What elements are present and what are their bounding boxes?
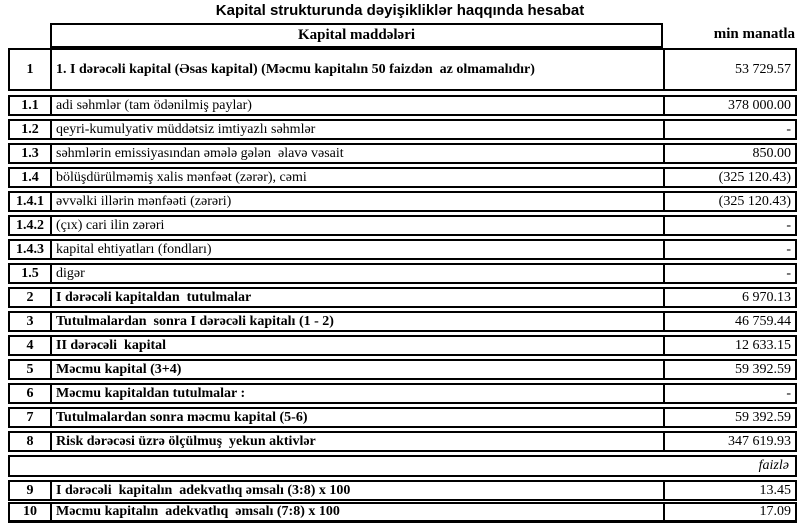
row-value: 59 392.59 (735, 361, 791, 377)
row-label: I dərəcəli kapitaldan tutulmalar (52, 289, 665, 306)
table-row (8, 480, 797, 501)
row-value: - (786, 121, 791, 137)
row-value: 378 000.00 (728, 97, 791, 113)
row-number: 7 (10, 409, 52, 426)
table-row (8, 359, 797, 380)
row-number: 10 (10, 504, 52, 520)
table-row (8, 167, 797, 188)
row-number: 1.5 (10, 265, 52, 282)
row-value: - (786, 241, 791, 257)
row-label: 1. I dərəcəli kapital (Əsas kapital) (Məcmu kapitalın 50 faizdən az olmamalıdır) (52, 50, 665, 89)
row-number: 5 (10, 361, 52, 378)
percent-note-row (8, 455, 797, 477)
row-value: 12 633.15 (735, 337, 791, 353)
row-value: - (786, 385, 791, 401)
row-value: 850.00 (752, 145, 791, 161)
row-number: 1.4.1 (10, 193, 52, 210)
row-label: əvvəlki illərin mənfəəti (zərəri) (52, 193, 665, 210)
row-number: 1.1 (10, 97, 52, 114)
row-number: 4 (10, 337, 52, 354)
column-header-capital-items: Kapital maddələri (50, 23, 663, 48)
row-number: 3 (10, 313, 52, 330)
table-row (8, 263, 797, 284)
row-label: I dərəcəli kapitalın adekvatlıq əmsalı (3:8) x 100 (52, 482, 665, 499)
row-value: 17.09 (759, 504, 791, 519)
column-header-unit: min manatla (713, 26, 795, 42)
row-label: II dərəcəli kapital (52, 337, 665, 354)
row-label: qeyri-kumulyativ müddətsiz imtiyazlı səhmlər (52, 121, 665, 138)
row-value: 347 619.93 (728, 433, 791, 449)
table-row (8, 239, 797, 260)
row-number: 1.4.3 (10, 241, 52, 258)
table-row (8, 48, 797, 91)
row-number: 1.3 (10, 145, 52, 162)
row-label: Məcmu kapitaldan tutulmalar : (52, 385, 665, 402)
row-value: (325 120.43) (718, 193, 791, 209)
row-label: Tutulmalardan sonra I dərəcəli kapitalı (1 - 2) (52, 313, 665, 330)
row-value: 46 759.44 (735, 313, 791, 329)
table-row (8, 191, 797, 212)
row-value: 59 392.59 (735, 409, 791, 425)
capital-table-body (8, 48, 797, 452)
table-row (8, 119, 797, 140)
row-value: - (786, 265, 791, 281)
table-row (8, 335, 797, 356)
table-row (8, 143, 797, 164)
row-label: (çıx) cari ilin zərəri (52, 217, 665, 234)
row-number: 1 (10, 50, 52, 89)
row-value: 13.45 (759, 482, 791, 498)
row-label: kapital ehtiyatları (fondları) (52, 241, 665, 258)
table-row (8, 407, 797, 428)
percent-unit-note: faizlə (758, 458, 789, 473)
table-row (8, 215, 797, 236)
row-label: Tutulmalardan sonra məcmu kapital (5-6) (52, 409, 665, 426)
row-value: - (786, 217, 791, 233)
adequacy-ratio-table-body (8, 480, 797, 523)
row-number: 6 (10, 385, 52, 402)
table-row (8, 287, 797, 308)
table-header-row (0, 23, 800, 48)
row-value: (325 120.43) (718, 169, 791, 185)
row-number: 1.4 (10, 169, 52, 186)
row-label: səhmlərin emissiyasından əmələ gələn əlavə vəsait (52, 145, 665, 162)
row-label: bölüşdürülməmiş xalis mənfəət (zərər), cəmi (52, 169, 665, 186)
row-number: 8 (10, 433, 52, 450)
table-row (8, 95, 797, 116)
row-label: Məcmu kapital (3+4) (52, 361, 665, 378)
row-value: 53 729.57 (735, 61, 791, 77)
row-number: 9 (10, 482, 52, 499)
table-row (8, 383, 797, 404)
row-number: 1.4.2 (10, 217, 52, 234)
row-label: Məcmu kapitalın adekvatlıq əmsalı (7:8) x 100 (52, 504, 665, 520)
row-value: 6 970.13 (742, 289, 791, 305)
row-number: 2 (10, 289, 52, 306)
row-label: Risk dərəcəsi üzrə ölçülmuş yekun aktivlər (52, 433, 665, 450)
row-number: 1.2 (10, 121, 52, 138)
table-row (8, 502, 797, 523)
row-label: adi səhmlər (tam ödənilmiş paylar) (52, 97, 665, 114)
report-title: Kapital strukturunda dəyişikliklər haqqında hesabat (215, 2, 585, 19)
table-row (8, 311, 797, 332)
table-row (8, 431, 797, 452)
row-label: digər (52, 265, 665, 282)
